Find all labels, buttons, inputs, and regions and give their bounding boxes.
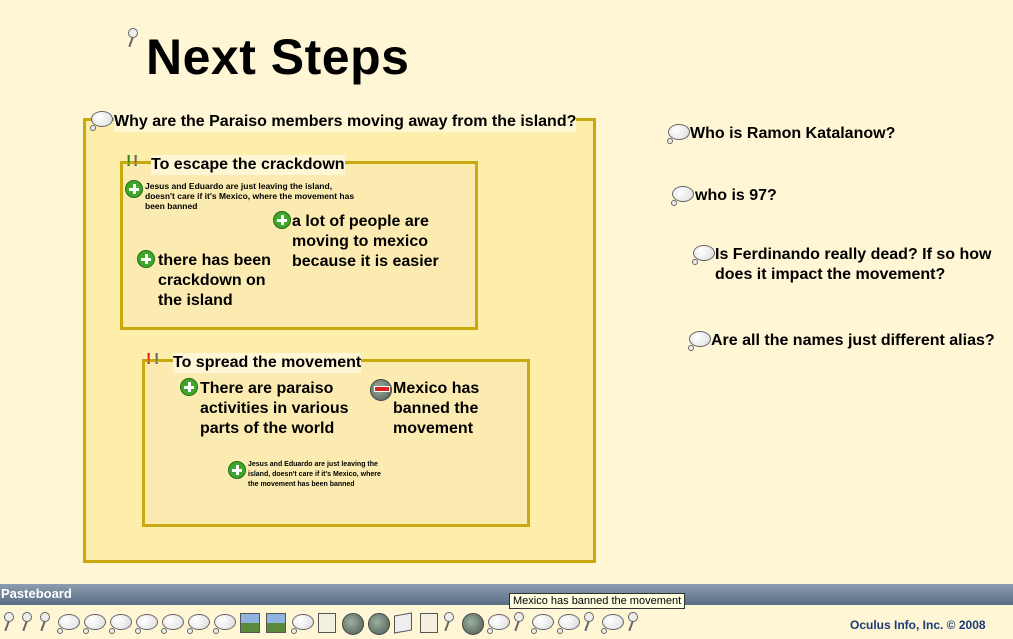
thought-bubble-icon[interactable]: [58, 614, 80, 630]
note-icon[interactable]: [420, 613, 438, 633]
credit-text: Oculus Info, Inc. © 2008: [850, 618, 986, 632]
hand-cursor-icon[interactable]: [462, 613, 484, 635]
note-text[interactable]: there has been crackdown on the island: [158, 252, 271, 309]
thought-bubble-icon[interactable]: [188, 614, 210, 630]
side-question[interactable]: Who is Ramon Katalanow?: [690, 125, 896, 142]
thought-bubble-icon[interactable]: [136, 614, 158, 630]
tooltip: Mexico has banned the movement: [509, 593, 685, 609]
plus-evidence-icon[interactable]: [180, 378, 198, 396]
pasteboard-bar: [0, 584, 1013, 605]
side-question[interactable]: Are all the names just different alias?: [711, 332, 995, 349]
exclamation-icon: !: [154, 351, 160, 368]
thought-bubble-icon[interactable]: [292, 614, 314, 630]
plus-evidence-icon[interactable]: [125, 180, 143, 198]
pin-icon[interactable]: [4, 612, 14, 622]
group-label[interactable]: To escape the crackdown: [151, 156, 345, 173]
note-text[interactable]: a lot of people are moving to mexico because it is easier: [292, 213, 439, 270]
thought-bubble-icon[interactable]: [668, 124, 690, 140]
pin-icon[interactable]: [22, 612, 32, 622]
pin-icon[interactable]: [40, 612, 50, 622]
note-text[interactable]: Jesus and Eduardo are just leaving the island, doesn't care if it's Mexico, where the movement has been banned: [248, 461, 381, 488]
exclamation-icon: !: [126, 153, 132, 170]
side-question[interactable]: who is 97?: [695, 187, 777, 204]
page-title: Next Steps: [146, 29, 410, 85]
plus-evidence-icon[interactable]: [137, 250, 155, 268]
pin-icon[interactable]: [514, 612, 524, 622]
thought-bubble-icon[interactable]: [689, 331, 711, 347]
thought-bubble-icon[interactable]: [110, 614, 132, 630]
pasteboard-label: Pasteboard: [1, 586, 72, 601]
pin-icon[interactable]: [444, 612, 454, 622]
title-pin-icon[interactable]: [128, 28, 138, 38]
thought-bubble-icon[interactable]: [488, 614, 510, 630]
no-entry-icon: [374, 386, 390, 392]
pin-icon[interactable]: [628, 612, 638, 622]
image-icon[interactable]: [240, 613, 260, 633]
exclamation-icon: !: [146, 351, 152, 368]
note-icon[interactable]: [318, 613, 336, 633]
thought-bubble-icon[interactable]: [558, 614, 580, 630]
globe-icon[interactable]: [368, 613, 390, 635]
thought-bubble-icon[interactable]: [84, 614, 106, 630]
image-icon[interactable]: [266, 613, 286, 633]
side-question[interactable]: Is Ferdinando really dead? If so how does it impact the movement?: [715, 246, 992, 283]
thought-bubble-icon[interactable]: [693, 245, 715, 261]
exclamation-icon: !: [133, 153, 139, 170]
thought-bubble-icon[interactable]: [532, 614, 554, 630]
main-question-label[interactable]: Why are the Paraiso members moving away from the island?: [114, 113, 577, 130]
note-text[interactable]: There are paraiso activities in various parts of the world: [200, 380, 349, 437]
plus-evidence-icon[interactable]: [273, 211, 291, 229]
plus-evidence-icon[interactable]: [228, 461, 246, 479]
note-text[interactable]: Jesus and Eduardo are just leaving the island, doesn't care if it's Mexico, where the movement has been banned: [145, 181, 355, 211]
thought-bubble-icon[interactable]: [91, 111, 113, 127]
note-text[interactable]: Mexico has banned the movement: [393, 380, 480, 437]
thought-bubble-icon[interactable]: [672, 186, 694, 202]
thought-bubble-icon[interactable]: [602, 614, 624, 630]
globe-icon[interactable]: [370, 379, 392, 401]
globe-icon[interactable]: [342, 613, 364, 635]
group-label[interactable]: To spread the movement: [173, 354, 362, 371]
thought-bubble-icon[interactable]: [162, 614, 184, 630]
pin-icon[interactable]: [584, 612, 594, 622]
thought-bubble-icon[interactable]: [214, 614, 236, 630]
cube-icon[interactable]: [394, 612, 412, 633]
